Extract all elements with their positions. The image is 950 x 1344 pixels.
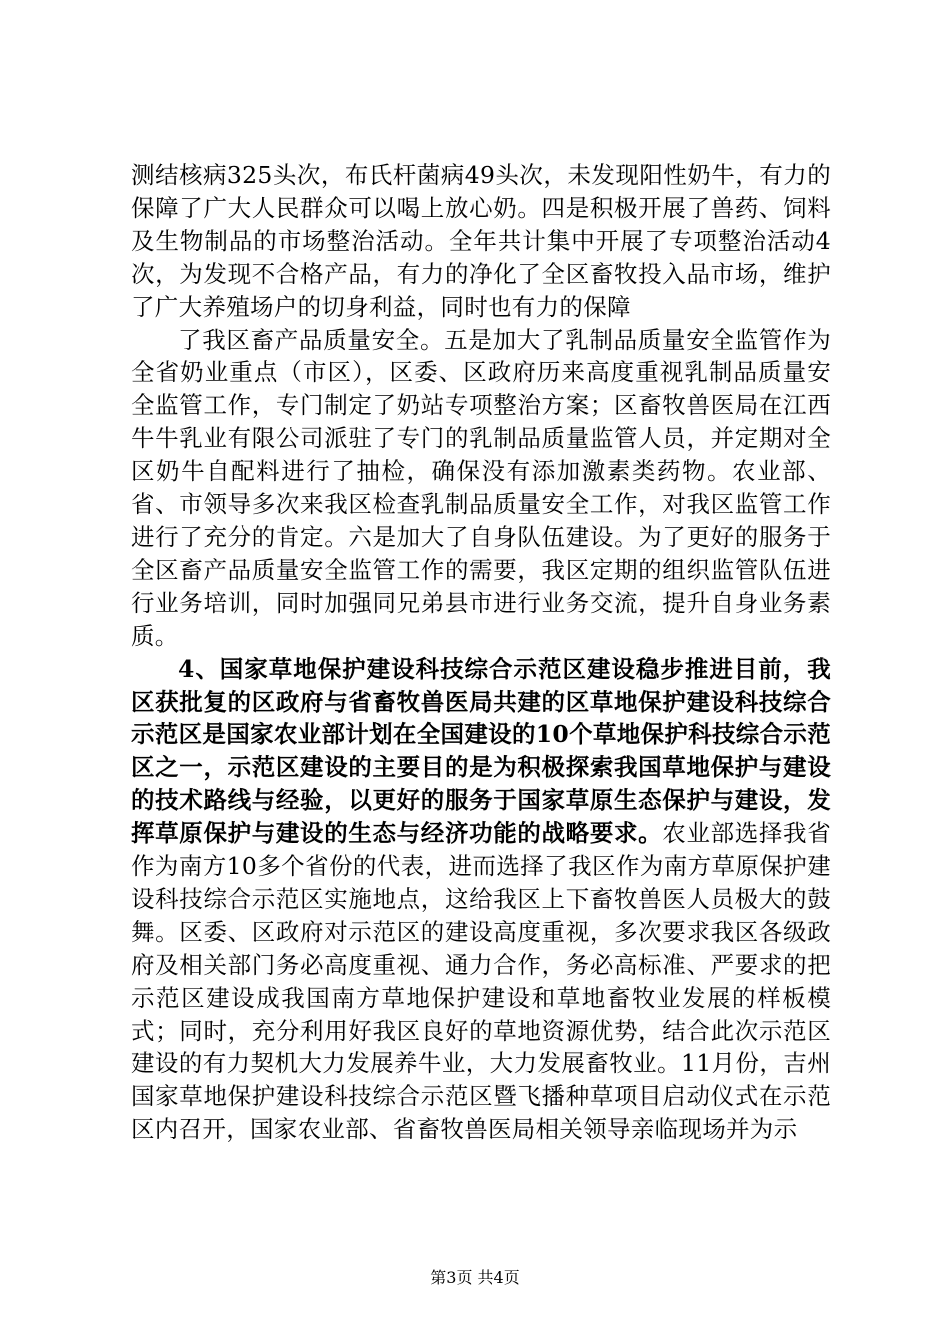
paragraph-1 <box>131 159 831 324</box>
page-footer <box>0 1268 950 1288</box>
document-body <box>131 159 831 1146</box>
paragraph-3-text: 农业部选择我省作为南方10多个省份的代表，进而选择了我区作为南方草原保护建设科技综合示范区实施地点，这给我区上下畜牧兽医人员极大的鼓舞。区委、区政府对示范区的建设高度重视，多次要求我区各级政府及相关部门务必高度重视、通力合作，务必高标准、严要求的把示范区建设成我国南方草地保护建设和草地畜牧业发展的样板模式；同时，充分利用好我区良好的草地资源优势，结合此次示范区建设的有力契机大力发展养牛业，大力发展畜牧业。11月份，吉州国家草地保护建设科技综合示范区暨飞播种草项目启动仪式在示范区内召开，国家农业部、省畜牧兽医局相关领导亲临现场并为示 <box>131 819 831 1144</box>
paragraph-1-text: 测结核病325头次，布氏杆菌病49头次，未发现阳性奶牛，有力的保障了广大人民群众可以喝上放心奶。四是积极开展了兽药、饲料及生物制品的市场整治活动。全年共计集中开展了专项整治活动4次，为发现不合格产品，有力的净化了全区畜牧投入品市场，维护了广大养殖场户的切身利益，同时也有力的保障 <box>131 161 831 321</box>
page-number-label: 第3页 共4页 <box>430 1268 520 1287</box>
paragraph-2 <box>131 324 831 653</box>
paragraph-3-bold-heading: 4、国家草地保护建设科技综合示范区建设稳步推进目前，我区获批复的区政府与省畜牧兽医局共建的区草地保护建设科技综合示范区是国家农业部计划在全国建设的10个草地保护科技综合示范区之一，示范区建设的主要目的是为积极探索我国草地保护与建设的技术路线与经验，以更好的服务于国家草原生态保护与建设，发挥草原保护与建设的生态与经济功能的战略要求。 <box>131 654 831 848</box>
paragraph-2-text: 了我区畜产品质量安全。五是加大了乳制品质量安全监管作为全省奶业重点（市区），区委、区政府历来高度重视乳制品质量安全监管工作，专门制定了奶站专项整治方案；区畜牧兽医局在江西牛牛乳业有限公司派驻了专门的乳制品质量监管人员，并定期对全区奶牛自配料进行了抽检，确保没有添加激素类药物。农业部、省、市领导多次来我区检查乳制品质量安全工作，对我区监管工作进行了充分的肯定。六是加大了自身队伍建设。为了更好的服务于全区畜产品质量安全监管工作的需要，我区定期的组织监管队伍进行业务培训，同时加强同兄弟县市进行业务交流，提升自身业务素质。 <box>131 325 831 650</box>
paragraph-3 <box>131 653 831 1147</box>
